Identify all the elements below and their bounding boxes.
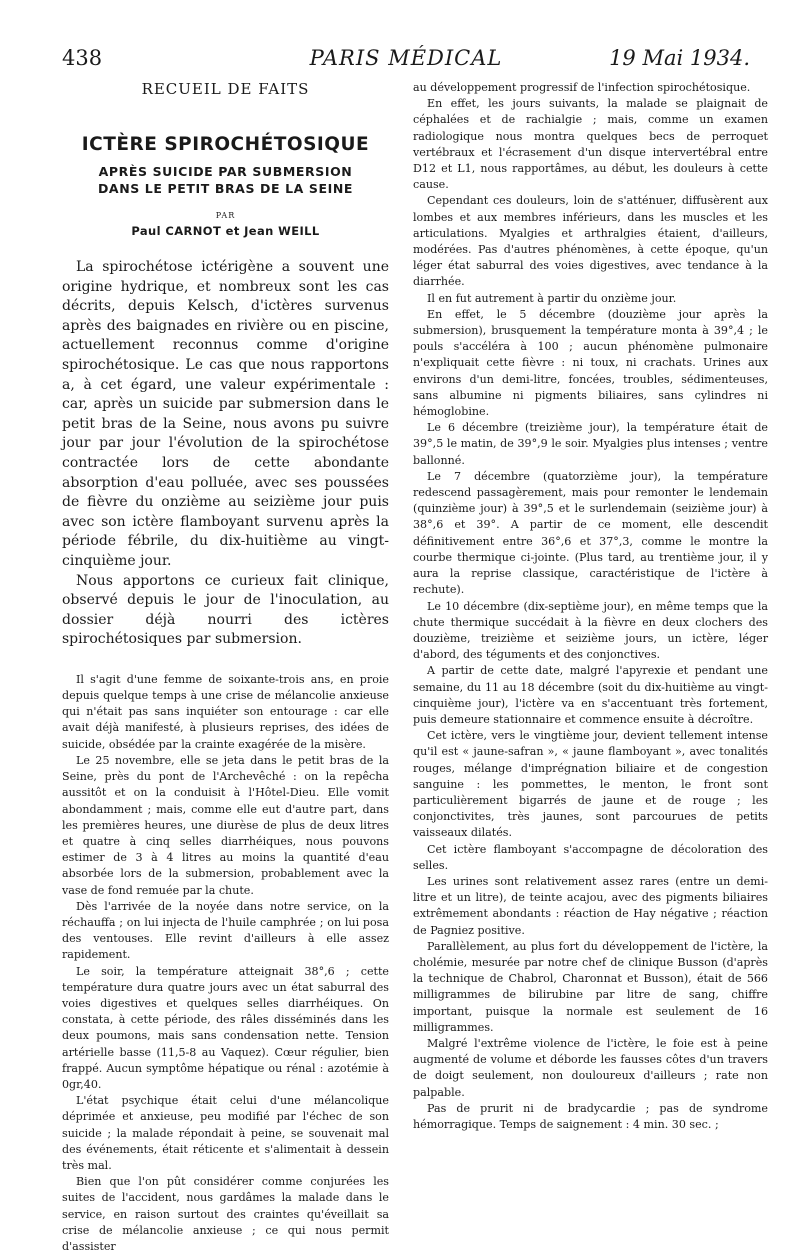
body-paragraph: Le 10 décembre (dix-septième jour), en même temps que la chute thermique succédait à la fièvre en deux clochers des douzième, treizième et seizième jours, un ictère, léger d'abord, des téguments et des conjonctives. bbox=[413, 599, 768, 662]
body-paragraph: au développement progressif de l'infection spirochétosique. bbox=[413, 81, 751, 94]
left-column bbox=[62, 80, 389, 1255]
body-paragraph: Le 7 décembre (quatorzième jour), la température redescend passagèrement, mais pour remonter le lendemain (quinzième jour) à 39°,5 et le surlendemain (seizième jour) à 38°,6 et 39°. A partir de ce moment, elle descendit définitivement entre 36°,6 et 37°,3, comme le montre la courbe thermique ci-jointe. (Plus tard, au trentième jour, il y aura la reprise classique, caractéristique de l'ictère à rechute). bbox=[413, 469, 768, 597]
right-body-text bbox=[413, 80, 768, 1133]
body-paragraph: En effet, le 5 décembre (douzième jour après la submersion), brusquement la température monta à 39°,4 ; le pouls s'accéléra à 100 ; aucun phénomène pulmonaire n'expliquait cette fièvre : ni toux, ni crachats. Urines aux environs d'un demi-litre, foncées, troubles, sédimenteuses, sans albumine ni pigments biliaires, sans cylindres ni hémoglobine. bbox=[413, 307, 768, 419]
body-paragraph: A partir de cette date, malgré l'apyrexie et pendant une semaine, du 11 au 18 décembre (soit du dix-huitième au vingt-cinquième jour), l'ictère va en s'accentuant très fortement, puis demeure stationnaire et commence ensuite à décroître. bbox=[413, 664, 768, 726]
article-subtitle-line-2: DANS LE PETIT BRAS DE LA SEINE bbox=[97, 181, 354, 196]
body-paragraph: Les urines sont relativement assez rares (entre un demi-litre et un litre), de teinte acajou, avec des pigments biliaires extrêmement abondants : réaction de Hay négative ; réaction de Pagniez positive. bbox=[413, 874, 768, 937]
article-authors: Paul CARNOT et Jean WEILL bbox=[131, 224, 320, 238]
body-paragraph: Cet ictère flamboyant s'accompagne de décoloration des selles. bbox=[413, 842, 768, 872]
lead-paragraph: Nous apportons ce curieux fait clinique, observé depuis le jour de l'inoculation, au dossier déjà nourri des ictères spirochétosiques par submersion. bbox=[62, 572, 389, 648]
journal-title: PARIS MÉDICAL bbox=[309, 46, 503, 70]
page-header bbox=[62, 42, 750, 76]
body-paragraph: Il en fut autrement à partir du onzième jour. bbox=[427, 291, 677, 305]
lead-paragraph: La spirochétose ictérigène a souvent une origine hydrique, et nombreux sont les cas décrits, depuis Kelsch, d'ictères survenus après des baignades en rivière ou en piscine, actuellement reconnus comme d'origine spirochétosique. Le cas que nous rapportons a, à cet égard, une valeur expérimentale : car, après un suicide par submersion dans le petit bras de la Seine, nous avons pu suivre jour par jour l'évolution de la spirochétose contractée lors de cette abondante absorption d'eau polluée, avec ses poussées de fièvre du onzième au seizième jour puis avec son ictère flamboyant survenu après la période fébrile, du dix-huitième au vingt-cinquième jour. bbox=[62, 259, 389, 569]
section-rubric: RECUEIL DE FAITS bbox=[141, 80, 310, 98]
body-paragraph: Il s'agit d'une femme de soixante-trois ans, en proie depuis quelque temps à une crise de mélancolie anxieuse qui n'était pas sans inquiéter son entourage : car elle avait déjà manifesté, à plusieurs reprises, des idées de suicide, obsédée par la crainte exagérée de la misère. bbox=[62, 672, 389, 751]
body-paragraph: Le 6 décembre (treizième jour), la température était de 39°,5 le matin, de 39°,9 le soir. Myalgies plus intenses ; ventre ballonné. bbox=[413, 421, 768, 467]
left-body-text bbox=[62, 672, 389, 1255]
body-paragraph: Dès l'arrivée de la noyée dans notre service, on la réchauffa ; on lui injecta de l'huile camphrée ; on lui posa des ventouses. Elle revint d'ailleurs à elle assez rapidement. bbox=[62, 899, 389, 962]
byline-par: PAR bbox=[215, 211, 236, 220]
issue-date: 19 Mai 1934. bbox=[609, 46, 750, 70]
body-paragraph: Cependant ces douleurs, loin de s'atténuer, diffusèrent aux lombes et aux membres inférieurs, dans les muscles et les articulations. Myalgies et arthralgies étaient, d'ailleurs, modérées. Pas d'autres phénomènes, à cette époque, qu'un léger état saburral des voies digestives, avec tendance à la diarrhée. bbox=[413, 194, 768, 289]
body-paragraph: Malgré l'extrême violence de l'ictère, le foie est à peine augmenté de volume et déborde les fausses côtes d'un travers de doigt seulement, non douloureux d'ailleurs ; rate non palpable. bbox=[413, 1036, 768, 1099]
article-title: ICTÈRE SPIROCHÉTOSIQUE bbox=[81, 134, 370, 155]
right-column bbox=[413, 80, 768, 1133]
page-number: 438 bbox=[62, 46, 103, 70]
body-paragraph: Bien que l'on pût considérer comme conjurées les suites de l'accident, nous gardâmes la malade dans le service, en raison surtout des craintes qu'éveillait sa crise de mélancolie anxieuse ; ce qui nous permit d'assister bbox=[62, 1175, 389, 1253]
article-subtitle-line-1: APRÈS SUICIDE PAR SUBMERSION bbox=[98, 164, 353, 179]
body-paragraph: Parallèlement, au plus fort du développement de l'ictère, la cholémie, mesurée par notre chef de clinique Busson (d'après la technique de Chabrol, Charonnat et Busson), était de 566 milligrammes de bilirubine par litre de sang, chiffre important, puisque la normale est seulement de 16 milligrammes. bbox=[413, 939, 768, 1034]
body-paragraph: Cet ictère, vers le vingtième jour, devient tellement intense qu'il est « jaune-safran », « jaune flamboyant », avec tonalités rouges, mélange d'imprégnation biliaire et de congestion sanguine : les pommettes, le menton, le front sont particulièrement bigarrés de jaune et de rouge ; les conjonctivites, très jaunes, sont parcourues de petits vaisseaux dilatés. bbox=[413, 729, 768, 840]
body-paragraph: Pas de prurit ni de bradycardie ; pas de syndrome hémorragique. Temps de saignement : 4 min. 30 sec. ; bbox=[413, 1101, 768, 1131]
body-paragraph: L'état psychique était celui d'une mélancolique déprimée et anxieuse, peu modifié par l'échec de son suicide ; la malade répondait à peine, se souvenait mal des événements, était réticente et s'alimentait à dessein très mal. bbox=[62, 1094, 389, 1172]
lead-text bbox=[62, 258, 389, 650]
body-paragraph: En effet, les jours suivants, la malade se plaignait de céphalées et de rachialgie ; mais, comme un examen radiologique nous montra quelques becs de perroquet vertébraux et l'écrasement d'un disque intervertébral entre D12 et L1, nous rapportâmes, au début, les douleurs à cette cause. bbox=[413, 97, 768, 192]
body-paragraph: Le 25 novembre, elle se jeta dans le petit bras de la Seine, près du pont de l'Archevêché : on la repêcha aussitôt et on la conduisit à l'Hôtel-Dieu. Elle vomit abondamment ; mais, comme elle eut d'autre part, dans les premières heures, une diurèse de plus de deux litres et quatre à cinq selles diarrhéiques, nous pouvons estimer de 3 à 4 litres au moins la quantité d'eau absorbée lors de la submersion, probablement avec la vase de fond remuée par la chute. bbox=[62, 753, 389, 897]
body-paragraph: Le soir, la température atteignait 38°,6 ; cette température dura quatre jours avec un état saburral des voies digestives et quelques selles diarrhéiques. On constata, à cette période, des râles disséminés dans les deux poumons, mais sans condensation nette. Tension artérielle basse (11,5-8 au Vaquez). Cœur régulier, bien frappé. Aucun symptôme hépatique ou rénal : azotémie à 0gr,40. bbox=[62, 964, 389, 1091]
